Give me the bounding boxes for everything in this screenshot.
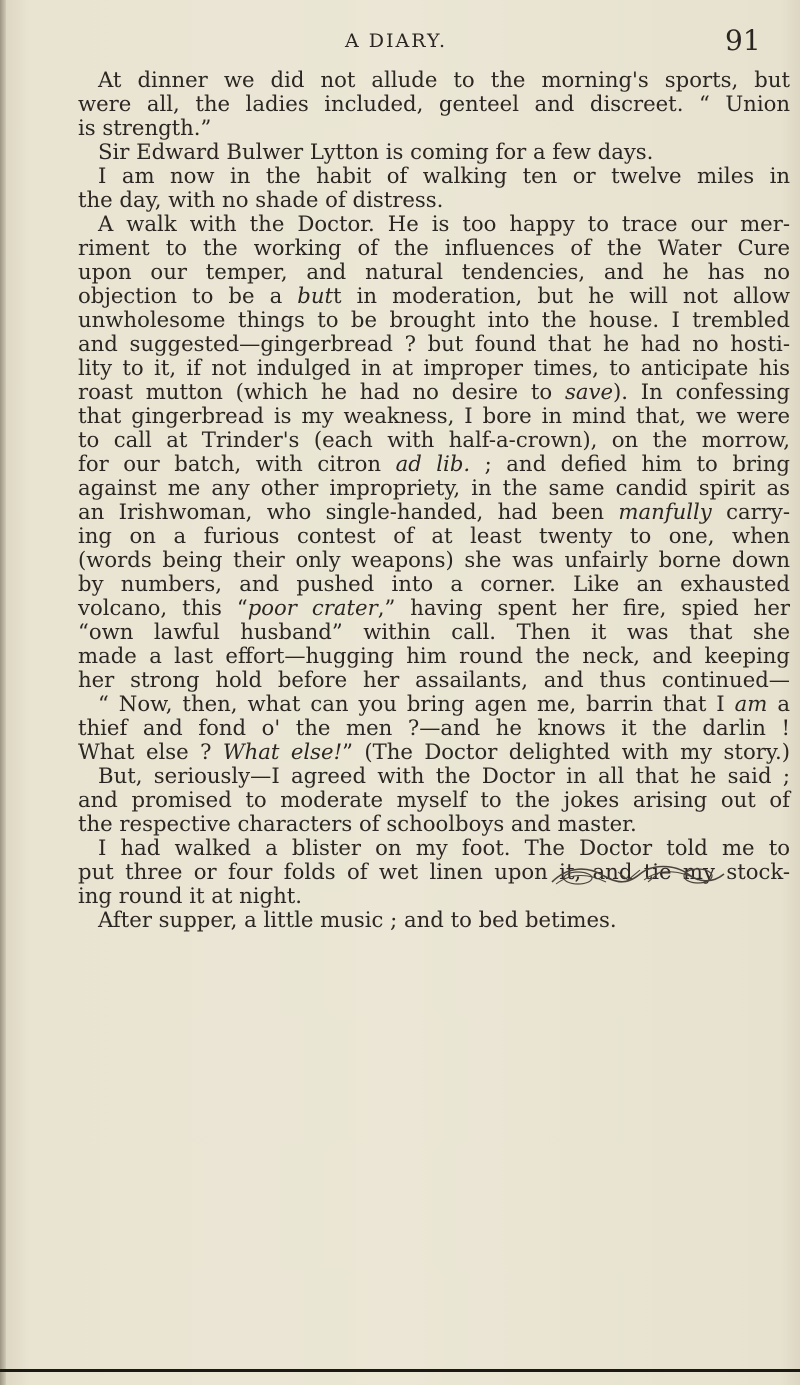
text-line: is strength.” (78, 115, 212, 140)
italic-emphasis: poor crater (247, 595, 378, 620)
text-line: put three or four folds of wet linen upon it, and tie my stock- (78, 859, 790, 884)
text-line: thief and fond o' the men ?—and he knows it the darlin ! (78, 715, 790, 740)
text-line: to call at Trinder's (each with half-a-crown), on the morrow, (78, 427, 790, 452)
text-line: and promised to moderate myself to the jokes arising out of (78, 787, 790, 812)
text-line: But, seriously—I agreed with the Doctor in all that he said ; (98, 763, 790, 788)
text-line: an Irishwoman, who single-handed, had been manfully carry- (78, 499, 790, 524)
text-line: unwholesome things to be brought into the house. I trembled (78, 307, 790, 332)
text-line: made a last effort—hugging him round the neck, and keeping (78, 643, 790, 668)
text-line: by numbers, and pushed into a corner. Like an exhausted (78, 571, 790, 596)
text-line: and suggested—gingerbread ? but found that he had no hosti- (78, 331, 790, 356)
text-line: After supper, a little music ; and to bed betimes. (98, 907, 617, 932)
text-line: volcano, this “poor crater,” having spent her fire, spied her (78, 595, 790, 620)
page-number: 91 (725, 24, 761, 57)
diary-text (78, 68, 790, 932)
text-line: roast mutton (which he had no desire to save). In confessing (78, 379, 790, 404)
italic-emphasis: save (564, 379, 613, 404)
bottom-rule (0, 1369, 800, 1372)
italic-emphasis: manfully (618, 499, 712, 524)
text-line: that gingerbread is my weakness, I bore in mind that, we were (78, 403, 790, 428)
text-line: riment to the working of the influences of the Water Cure (78, 235, 790, 260)
text-line: against me any other impropriety, in the same candid spirit as (78, 475, 790, 500)
text-line: I had walked a blister on my foot. The Doctor told me to (98, 835, 790, 860)
text-line: for our batch, with citron ad lib. ; and defied him to bring (78, 451, 790, 476)
text-line: “ Now, then, what can you bring agen me, barrin that I am a (98, 691, 790, 716)
text-line: her strong hold before her assailants, and thus continued— (78, 667, 790, 692)
binding-edge (0, 0, 6, 1385)
text-line: ing round it at night. (78, 883, 302, 908)
page-header (0, 20, 800, 60)
italic-emphasis: ad lib. (395, 451, 471, 476)
italic-emphasis: What else! (222, 739, 343, 764)
text-line: What else ? What else!” (The Doctor delighted with my story.) (78, 739, 790, 764)
text-line: “own lawful husband” within call. Then it was that she (78, 619, 790, 644)
text-line: the day, with no shade of distress. (78, 187, 444, 212)
running-title: A DIARY. (345, 30, 448, 52)
text-line: were all, the ladies included, genteel and discreet. “ Union (78, 91, 790, 116)
text-line: (words being their only weapons) she was unfairly borne down (78, 547, 790, 572)
text-line: lity to it, if not indulged in at improper times, to anticipate his (78, 355, 790, 380)
text-line: A walk with the Doctor. He is too happy to trace our mer- (98, 211, 790, 236)
tailpiece-ornament-icon (548, 862, 728, 890)
text-line: Sir Edward Bulwer Lytton is coming for a few days. (98, 139, 654, 164)
italic-emphasis: am (734, 691, 768, 716)
italic-emphasis: but (297, 283, 334, 308)
text-line: objection to be a butt in moderation, but he will not allow (78, 283, 790, 308)
text-line: ing on a furious contest of at least twenty to one, when (78, 523, 790, 548)
text-line: upon our temper, and natural tendencies, and he has no (78, 259, 790, 284)
text-line: At dinner we did not allude to the morning's sports, but (98, 67, 790, 92)
text-line: the respective characters of schoolboys and master. (78, 811, 637, 836)
text-line: I am now in the habit of walking ten or twelve miles in (98, 163, 790, 188)
